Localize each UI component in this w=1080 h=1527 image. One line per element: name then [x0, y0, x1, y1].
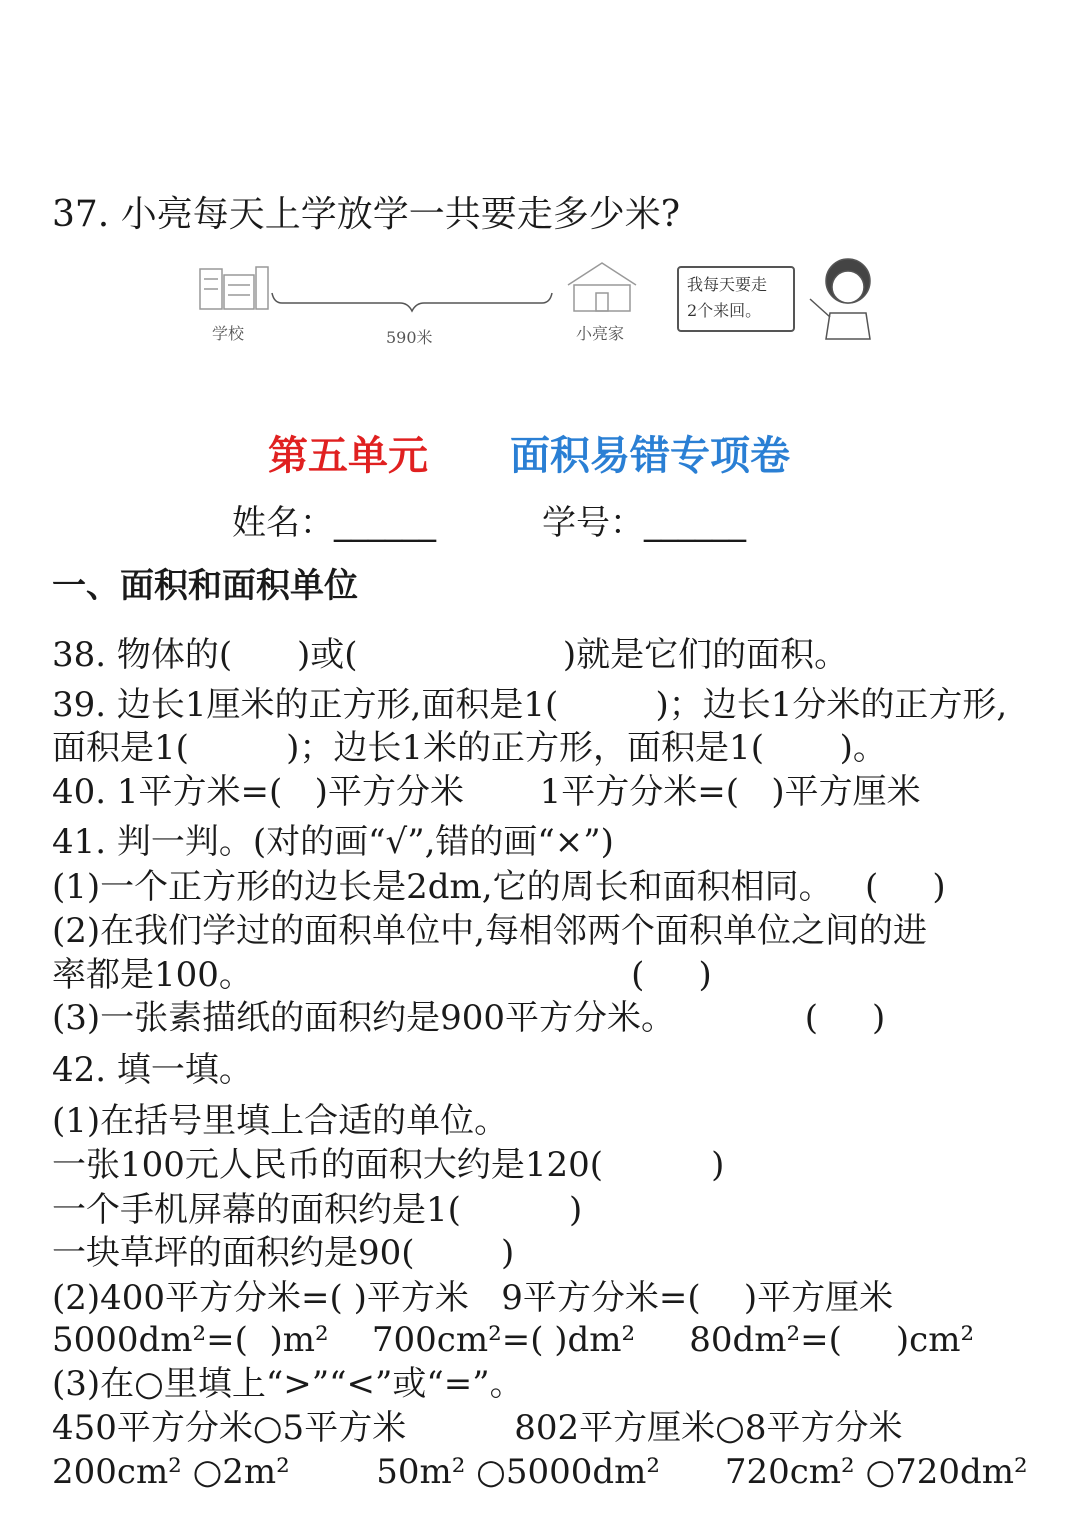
question-37: 37. 小亮每天上学放学一共要走多少米?	[52, 194, 680, 235]
name-field-label: 姓名：______	[232, 503, 436, 543]
home-label: 小亮家	[576, 324, 625, 343]
speech-bubble	[677, 266, 795, 332]
question-line: (3)一张素描纸的面积约是900平方分米。 ( )	[52, 998, 886, 1038]
distance-label: 590米	[386, 328, 433, 347]
question-line: (3)在○里填上“>”“<”或“=”。	[52, 1364, 524, 1404]
distance-brace	[272, 293, 552, 311]
school-building-icon	[200, 267, 268, 309]
question-line: 一张100元人民币的面积大约是120( )	[52, 1145, 725, 1185]
bubble-line-2: 2个来回。	[687, 301, 762, 320]
question-line: 40. 1平方米=( )平方分米 1平方分米=( )平方厘米	[52, 772, 921, 812]
question-line: 面积是1( )；边长1米的正方形，面积是1( )。	[52, 728, 887, 768]
question-line: (1)在括号里填上合适的单位。	[52, 1101, 509, 1141]
house-icon	[568, 263, 636, 311]
question-line: 39. 边长1厘米的正方形,面积是1( )；边长1分米的正方形,	[52, 685, 1008, 725]
question-line: 41. 判一判。(对的画“√”,错的画“×”)	[52, 822, 614, 862]
question-line: 42. 填一填。	[52, 1050, 253, 1090]
bubble-line-1: 我每天要走	[687, 275, 768, 294]
question-line: 率都是100。 ( )	[52, 955, 712, 995]
student-id-field-label: 学号：______	[542, 503, 746, 543]
question-line: (2)400平方分米=( )平方米 9平方分米=( )平方厘米	[52, 1278, 894, 1318]
question-line: (1)一个正方形的边长是2dm,它的周长和面积相同。 ( )	[52, 867, 946, 907]
question-line: 一个手机屏幕的面积约是1( )	[52, 1190, 583, 1230]
question-line: 38. 物体的( )或( )就是它们的面积。	[52, 635, 849, 675]
question-line: (2)在我们学过的面积单位中,每相邻两个面积单位之间的进	[52, 911, 927, 951]
unit-title-red: 第五单元	[268, 433, 428, 479]
section-heading: 一、面积和面积单位	[52, 566, 358, 606]
question-line: 5000dm²=( )m² 700cm²=( )dm² 80dm²=( )cm²	[52, 1320, 975, 1360]
question-line: 200cm² ○2m² 50m² ○5000dm² 720cm² ○720dm²	[52, 1452, 1028, 1492]
school-label: 学校	[212, 324, 245, 343]
boy-icon	[810, 259, 870, 339]
question-line: 一块草坪的面积约是90( )	[52, 1233, 515, 1273]
question-line: 450平方分米○5平方米 802平方厘米○8平方分米	[52, 1408, 903, 1448]
unit-title-blue: 面积易错专项卷	[510, 433, 790, 479]
